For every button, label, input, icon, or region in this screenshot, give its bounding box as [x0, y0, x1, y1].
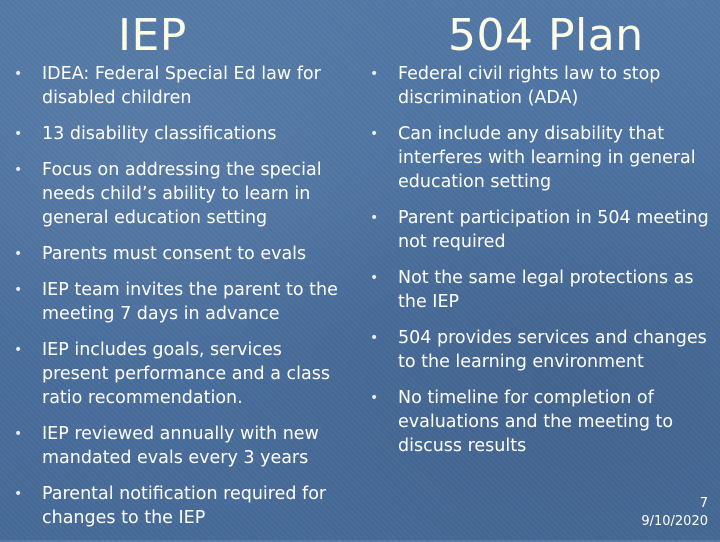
iep-bullet-text: IEP reviewed annually with new mandated evals every 3 years [42, 424, 319, 468]
iep-bullet-item [10, 278, 342, 326]
slide-date: 9/10/2020 [641, 514, 708, 529]
bullet-icon: • [14, 486, 23, 502]
plan-504-bullet-text: Not the same legal protections as the IEP [398, 268, 694, 312]
iep-bullet-text: Parents must consent to evals [42, 244, 307, 264]
iep-bullet-text: IDEA: Federal Special Ed law for disabled children [42, 64, 321, 108]
iep-bullet-item [10, 242, 342, 266]
plan-504-bullet-text: 504 provides services and changes to the learning environment [398, 328, 707, 372]
plan-504-bullet-text: Federal civil rights law to stop discrimination (ADA) [398, 64, 661, 108]
iep-bullet-text: 13 disability classifications [42, 124, 277, 144]
bullet-icon: • [14, 342, 23, 358]
iep-bullet-item [10, 62, 342, 110]
iep-bullet-text: Parental notification required for changes to the IEP [42, 484, 327, 528]
iep-bullet-item [10, 482, 342, 530]
iep-bullet-item [10, 338, 342, 410]
plan-504-bullet-item [366, 62, 712, 110]
iep-bullet-item [10, 122, 342, 146]
iep-bullet-text: IEP includes goals, services present performance and a class ratio recommendation. [42, 340, 330, 408]
iep-column-title: IEP [118, 10, 187, 61]
slide-number: 7 [699, 496, 708, 511]
bullet-icon: • [370, 330, 379, 346]
iep-bullet-list [10, 62, 342, 542]
bullet-icon: • [14, 126, 23, 142]
bullet-icon: • [370, 126, 379, 142]
bullet-icon: • [14, 426, 23, 442]
iep-bullet-item [10, 422, 342, 470]
plan-504-bullet-text: Can include any disability that interferes with learning in general education setting [398, 124, 696, 192]
plan-504-bullet-item [366, 206, 712, 254]
iep-bullet-text: Focus on addressing the special needs child’s ability to learn in general education setting [42, 160, 322, 228]
bullet-icon: • [370, 66, 379, 82]
bullet-icon: • [370, 210, 379, 226]
plan-504-bullet-text: No timeline for completion of evaluations and the meeting to discuss results [398, 388, 674, 456]
plan-504-bullet-list [366, 62, 712, 470]
plan-504-bullet-item [366, 326, 712, 374]
bullet-icon: • [370, 390, 379, 406]
iep-bullet-item [10, 158, 342, 230]
bullet-icon: • [14, 282, 23, 298]
bullet-icon: • [14, 66, 23, 82]
plan-504-column-title: 504 Plan [448, 10, 644, 61]
iep-bullet-text: IEP team invites the parent to the meeting 7 days in advance [42, 280, 338, 324]
bullet-icon: • [370, 270, 379, 286]
bullet-icon: • [14, 246, 23, 262]
plan-504-bullet-item [366, 266, 712, 314]
plan-504-bullet-item [366, 386, 712, 458]
plan-504-bullet-text: Parent participation in 504 meeting not required [398, 208, 709, 252]
bullet-icon: • [14, 162, 23, 178]
plan-504-bullet-item [366, 122, 712, 194]
